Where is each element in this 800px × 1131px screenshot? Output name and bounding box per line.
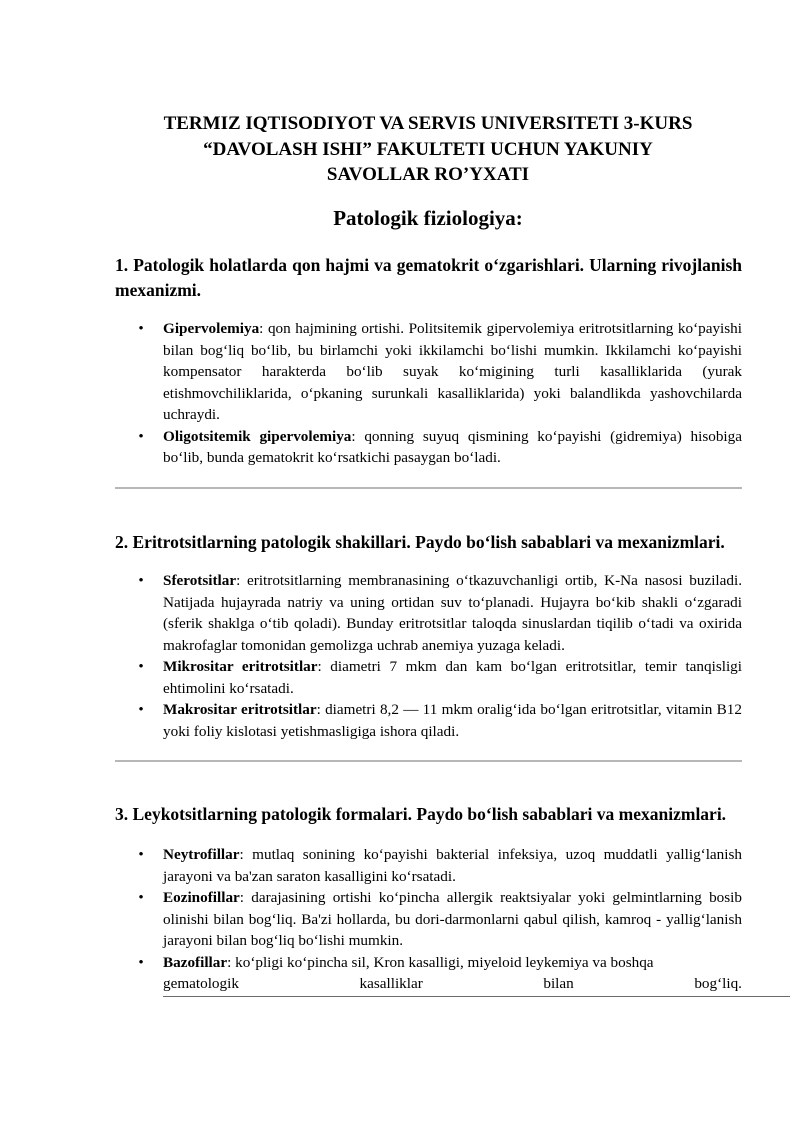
bullet-icon: • <box>138 572 144 589</box>
list-item <box>138 699 742 742</box>
bullet-icon: • <box>138 427 144 445</box>
question-1-answer-list <box>138 318 742 469</box>
list-item <box>138 656 742 699</box>
title-line-2: “DAVOLASH ISHI” FAKULTETI UCHUN YAKUNIY <box>203 138 653 160</box>
term-description: : eritrotsitlarning membranasining oʻtkazuvchanligi ortib, K-Na nasosi buziladi. Natijada hujayrada natriy va uning ortidan suv toʻplanadi. Hujayra boʻkib shakli oʻzgaradi (sferik shaklga oʻtib qoladi). Bunday eritrotsitlar taloqda sinuslardan tiqilib oʻtadi va oxirida makrofaglar tomonidan gemolizga uchrab anemiya yuzaga keladi. <box>163 572 742 654</box>
term-description: : qon hajmining ortishi. Politsitemik gipervolemiya eritrotsitlarning koʻpayishi bilan bogʻliq boʻlib, bu birlamchi yoki ikkilamchi boʻlishi mumkin. Ikkilamchi koʻpayishi kompensator harakterda boʻlib suyak koʻmigining turli kasalliklarida (yurak etishmovchiliklarida, oʻpkaning surunkali kasalliklarida) yoki balandlikda yashovchilarda uchraydi. <box>163 320 742 423</box>
term-label: Oligotsitemik gipervolemiya <box>163 427 352 445</box>
term-label: Makrositar eritrotsitlar <box>163 701 317 718</box>
justified-last-line <box>163 973 742 995</box>
list-item <box>138 570 742 656</box>
document-title <box>100 111 756 188</box>
bullet-icon: • <box>138 701 144 718</box>
question-2-heading: 2. Eritrotsitlarning patologik shakillari. Paydo boʻlish sabablari va mexanizmlari. <box>115 532 725 552</box>
bullet-icon: • <box>138 320 144 337</box>
term-label: Sferotsitlar <box>163 572 237 589</box>
title-line-1: TERMIZ IQTISODIYOT VA SERVIS UNIVERSITETI 3-KURS <box>163 113 693 134</box>
last-line-word: bilan <box>543 975 574 992</box>
bullet-icon: • <box>138 658 144 675</box>
term-label: Bazofillar <box>163 953 228 971</box>
last-line-word: kasalliklar <box>359 975 423 992</box>
last-line-word: gematologik <box>163 975 239 992</box>
title-line-3: SAVOLLAR RO’YXATI <box>326 164 530 185</box>
term-label: Mikrositar eritrotsitlar <box>163 658 318 675</box>
term-label: Eozinofillar <box>163 889 240 906</box>
bullet-icon: • <box>138 953 144 971</box>
bottom-rule <box>163 996 790 997</box>
list-item <box>138 318 742 426</box>
term-description: : koʻpligi koʻpincha sil, Kron kasalligi, miyeloid leykemiya va boshqa <box>227 953 654 971</box>
term-description: : diametri 7 mkm dan kam boʻlgan eritrotsitlar, temir tanqisligi ehtimolini koʻrsatadi. <box>163 658 742 697</box>
list-item <box>138 952 742 995</box>
term-label: Neytrofillar <box>163 846 240 863</box>
bullet-icon: • <box>138 889 144 906</box>
term-description: : darajasining ortishi koʻpincha allergik reaktsiyalar yoki gelmintlarning bosib olinishi bilan bogʻliq. Ba'zi hollarda, bu dori-darmonlarni qabul qilish, kamroq - yalligʻlanish jarayoni bilan bogʻliq boʻlishi mumkin. <box>163 889 742 949</box>
list-item <box>138 426 742 469</box>
list-item <box>138 844 742 887</box>
question-3-heading: 3. Leykotsitlarning patologik formalari. Paydo boʻlish sabablari va mexanizmlari. <box>115 804 727 824</box>
term-label: Gipervolemiya <box>163 320 260 337</box>
term-description: : diametri 8,2 — 11 mkm oraligʻida boʻlgan eritrotsitlar, vitamin B12 yoki foliy kislotasi yetishmasligiga ishora qiladi. <box>163 701 742 740</box>
question-1-heading: 1. Patologik holatlarda qon hajmi va gematokrit oʻzgarishlari. Ularning rivojlanish mexanizmi. <box>115 255 742 300</box>
last-line-word: bogʻliq. <box>694 975 742 992</box>
section-divider <box>115 760 742 762</box>
question-3-answer-list <box>138 844 742 995</box>
question-2-answer-list <box>138 570 742 742</box>
list-item <box>138 887 742 952</box>
section-divider <box>115 487 742 489</box>
term-description: : qonning suyuq qismining koʻpayishi (gidremiya) hisobiga boʻlib, bunda gematokrit koʻrsatkichi pasaygan boʻladi. <box>163 427 742 466</box>
term-description: : mutlaq sonining koʻpayishi bakterial infeksiya, uzoq muddatli yalligʻlanish jarayoni va ba'zan saraton kasalligini koʻrsatadi. <box>163 846 742 885</box>
bullet-icon: • <box>138 846 144 863</box>
subject-heading: Patologik fiziologiya: <box>333 206 523 230</box>
